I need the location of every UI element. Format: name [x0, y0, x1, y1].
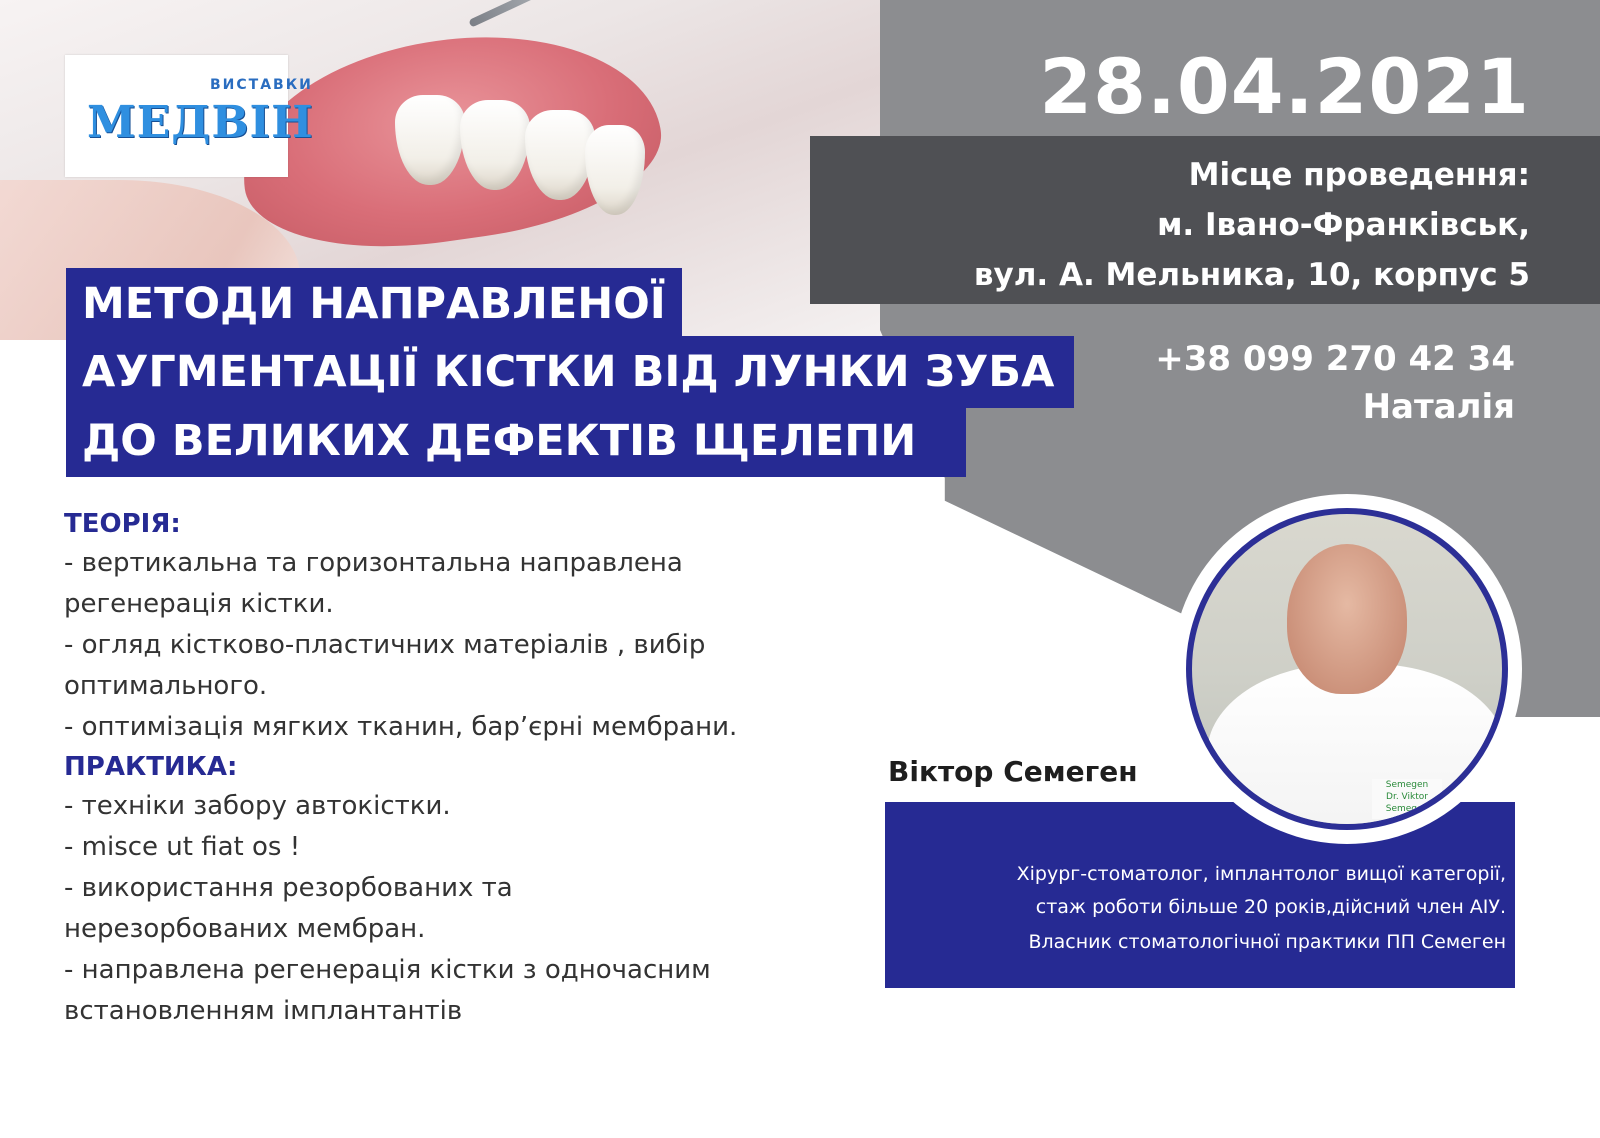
badge-brand: Semegen [1385, 780, 1429, 790]
program-text [64, 505, 894, 1032]
item-text: - misce ut fiat os ! [64, 832, 301, 862]
speaker-head [1287, 544, 1407, 694]
item-text: - вертикальна та горизонтальна направлена [64, 548, 683, 578]
venue-label: Місце проведення: [1188, 157, 1530, 193]
practice-heading: ПРАКТИКА: [64, 752, 238, 782]
speaker-photo [1186, 508, 1508, 830]
speaker-name: Віктор Семеген [888, 755, 1138, 788]
badge-name: Dr. Viktor Semegen [1385, 792, 1429, 814]
practice-item [64, 868, 894, 950]
item-text: оптимального. [64, 671, 268, 701]
theory-item [64, 543, 894, 625]
item-text: встановленням імплантантів [64, 996, 463, 1026]
item-text: - використання резорбованих та [64, 873, 513, 903]
logo-big-text: МЕДВІН [87, 97, 314, 148]
logo-small-text: ВИСТАВКИ [210, 77, 313, 93]
venue-block [974, 150, 1530, 300]
practice-item [64, 786, 894, 827]
practice-item [64, 827, 894, 868]
title-line-2: АУГМЕНТАЦІЇ КІСТКИ ВІД ЛУНКИ ЗУБА [66, 336, 1074, 408]
theory-heading: ТЕОРІЯ: [64, 509, 181, 539]
dental-tool [468, 0, 707, 28]
speaker-description [906, 858, 1506, 959]
theory-item [64, 707, 894, 748]
item-text: - техніки забору автокістки. [64, 791, 451, 821]
title-line-1: МЕТОДИ НАПРАВЛЕНОЇ [66, 268, 682, 340]
venue-city: м. Івано-Франківськ, [1157, 207, 1530, 243]
item-text: - огляд кістково-пластичних матеріалів , вибір [64, 630, 706, 660]
coat-badge [1372, 779, 1442, 819]
event-date: 28.04.2021 [1039, 42, 1530, 131]
contact-block [1155, 335, 1515, 431]
title-line-3: ДО ВЕЛИКИХ ДЕФЕКТІВ ЩЕЛЕПИ [66, 405, 966, 477]
venue-address: вул. А. Мельника, 10, корпус 5 [973, 257, 1530, 293]
practice-item [64, 950, 894, 1032]
item-text: нерезорбованих мембран. [64, 914, 426, 944]
contact-name: Наталія [1362, 387, 1515, 427]
contact-phone[interactable]: +38 099 270 42 34 [1155, 339, 1515, 379]
item-text: регенерація кістки. [64, 589, 334, 619]
theory-item [64, 625, 894, 707]
desc-line: стаж роботи більше 20 років,дійсний член АІУ. [1035, 896, 1506, 918]
desc-line: Власник стоматологічної практики ПП Семеген [1028, 931, 1506, 953]
item-text: - оптимізація мягких тканин, бар’єрні мембрани. [64, 712, 738, 742]
item-text: - направлена регенерація кістки з одночасним [64, 955, 711, 985]
desc-line: Хірург-стоматолог, імплантолог вищої категорії, [1016, 863, 1506, 885]
logo [65, 55, 314, 177]
